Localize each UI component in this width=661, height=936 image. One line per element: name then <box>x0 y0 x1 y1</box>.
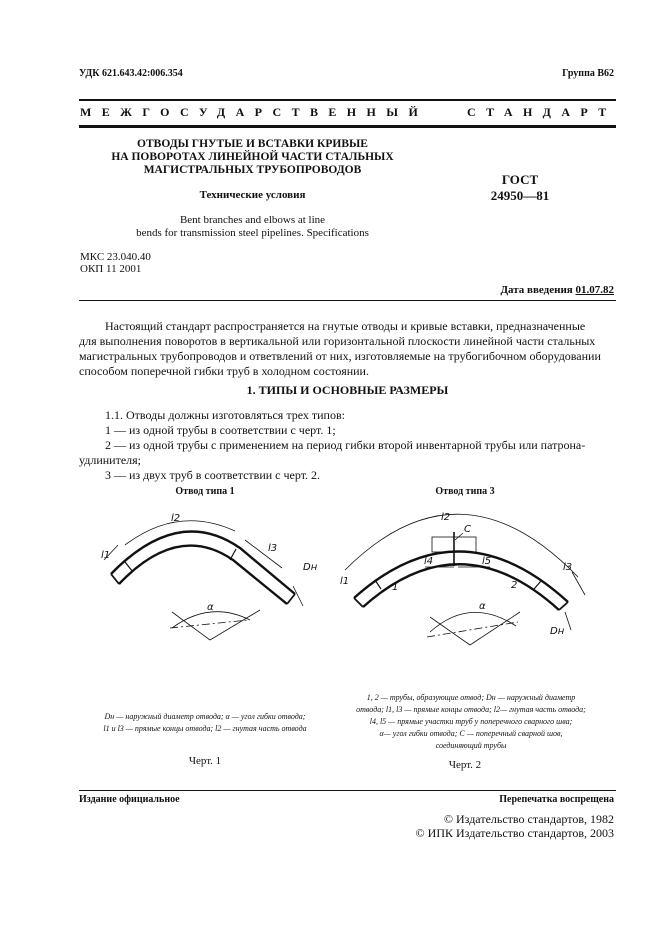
document-subtitle: Технические условия <box>199 189 306 201</box>
intro-line-1: Настоящий стандарт распространяется на гнутые отводы и кривые вставки, предназначенные <box>105 319 586 333</box>
figure-1-l1-label: l1 <box>101 550 111 561</box>
intro-line-2: для выполнения поворотов в вертикальной или горизонтальной плоскости линейной части стальных <box>79 334 596 348</box>
title-line-2: НА ПОВОРОТАХ ЛИНЕЙНОЙ ЧАСТИ СТАЛЬНЫХ <box>111 151 394 163</box>
figure-2-c-label: C <box>464 524 471 535</box>
english-title-line-1: Bent branches and elbows at line <box>179 214 326 226</box>
title-line-3: МАГИСТРАЛЬНЫХ ТРУБОПРОВОДОВ <box>143 164 362 176</box>
figure-2-caption-line-2: отвода; l1, l3 — прямые концы отвода; l2— гнутая часть отвода; <box>356 705 586 714</box>
official-edition: Издание официальное <box>79 794 180 805</box>
figure-2-l5-label: l5 <box>482 556 492 567</box>
figure-2-pipe-outer-wall <box>354 551 568 602</box>
figure-2-alpha-label: α <box>479 601 486 612</box>
group-code: Группа В62 <box>562 68 614 79</box>
figure-2-l3-label: l3 <box>563 562 573 573</box>
figure-2-caption-line-5: соединяющий трубы <box>435 741 507 750</box>
figure-2-title: Отвод типа 3 <box>435 486 495 497</box>
gost-label: ГОСТ <box>501 172 539 187</box>
type-1-item: 1 — из одной трубы в соответствии с черт. 1; <box>105 423 336 437</box>
okp-code: ОКП 11 2001 <box>80 263 142 275</box>
standard-type-right: СТАНДАРТ <box>467 105 617 119</box>
item-1-1: 1.1. Отводы должны изготовляться трех типов: <box>105 408 345 422</box>
figure-2-dn-label: Dн <box>550 626 565 637</box>
figure-1-label: Черт. 1 <box>188 755 222 767</box>
figure-1-l3-label: l3 <box>268 543 278 554</box>
udk-code: УДК 621.643.42:006.354 <box>79 68 183 79</box>
figure-1-l2-label: l2 <box>171 513 181 524</box>
mks-code: МКС 23.040.40 <box>80 251 151 263</box>
figure-2-caption <box>336 692 606 752</box>
figure-1-caption-line-1: Dн — наружный диаметр отвода; α — угол гибки отвода; <box>104 712 306 721</box>
figure-1-dn-label: Dн <box>303 562 318 573</box>
figure-2-l2-label: l2 <box>441 512 451 523</box>
type-2-item-line-1: 2 — из одной трубы с применением на период гибки второй инвентарной трубы или патрона- <box>105 438 586 452</box>
figure-2-caption-line-3: l4, l5 — прямые участки труб у поперечного сварного шва; <box>369 717 573 726</box>
intro-line-3: магистральных трубопроводов и ответвлений от них, изготовляемые на трубогибочном оборудовании <box>79 349 601 363</box>
type-2-item-line-2: удлинителя; <box>79 453 142 467</box>
figure-1-title: Отвод типа 1 <box>175 486 235 497</box>
introduction-date-value: 01.07.82 <box>575 284 614 296</box>
intro-line-4: способом поперечной гибки труб в холодном состоянии. <box>79 364 369 378</box>
copyright-block <box>416 812 614 840</box>
figure-2-caption-line-4: α— угол гибки отвода; C — поперечный сварной шов, <box>379 729 563 738</box>
type-3-item: 3 — из двух труб в соответствии с черт. 2. <box>105 468 321 482</box>
figure-2-l4-label: l4 <box>424 556 434 567</box>
introduction-date-label: Дата введения <box>500 284 573 296</box>
section-title: 1. ТИПЫ И ОСНОВНЫЕ РАЗМЕРЫ <box>246 383 449 397</box>
title-line-1: ОТВОДЫ ГНУТЫЕ И ВСТАВКИ КРИВЫЕ <box>137 138 368 150</box>
figure-1-alpha-label: α <box>207 602 214 613</box>
figure-1-caption-line-2: l1 и l3 — прямые концы отвода; l2 — гнутая часть отвода <box>103 724 307 733</box>
copyright-line-1: © Издательство стандартов, 1982 <box>443 812 614 826</box>
footer-rule <box>79 790 616 791</box>
figure-2-label: Черт. 2 <box>448 759 482 771</box>
figure-1-caption <box>80 711 330 735</box>
copyright-line-2: © ИПК Издательство стандартов, 2003 <box>415 826 614 840</box>
reprint-notice: Перепечатка воспрещена <box>499 794 614 805</box>
figure-2-l1-label: l1 <box>340 576 350 587</box>
standard-type-left: МЕЖГОСУДАРСТВЕННЫЙ <box>80 105 429 119</box>
figure-2-pipe-1-label: 1 <box>392 582 399 593</box>
english-title-line-2: bends for transmission steel pipelines. Specifications <box>136 227 369 239</box>
figure-2-caption-line-1: 1, 2 — трубы, образующие отвод; Dн — наружный диаметр <box>366 693 576 702</box>
gost-number: 24950—81 <box>490 188 550 203</box>
figure-2-pipe-2-label: 2 <box>511 580 518 591</box>
